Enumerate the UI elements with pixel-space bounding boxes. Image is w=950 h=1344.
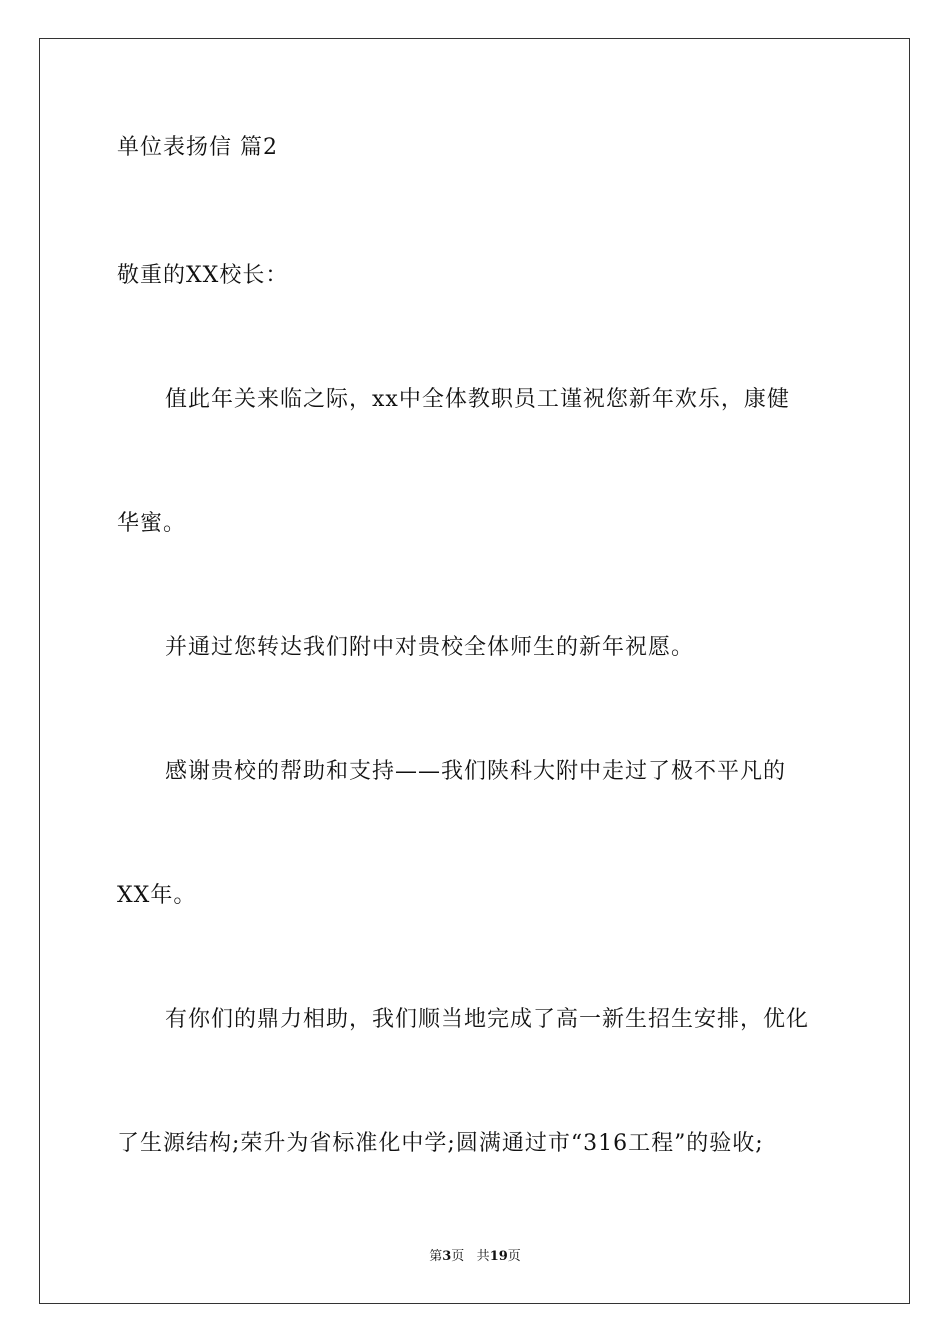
total-pages: 19: [489, 1249, 508, 1264]
page-prefix: 第: [429, 1249, 443, 1264]
page-number: 3: [442, 1249, 452, 1264]
salutation: 敬重的XX校长：: [117, 263, 289, 288]
total-suffix: 页: [507, 1249, 521, 1264]
paragraph-line: 值此年关来临之际，xx中全体教职员工谨祝您新年欢乐，康健: [165, 387, 790, 412]
paragraph-line: 感谢贵校的帮助和支持——我们陕科大附中走过了极不平凡的: [165, 759, 787, 784]
document-heading: 单位表扬信 篇2: [117, 135, 278, 160]
paragraph-line: 并通过您转达我们附中对贵校全体师生的新年祝愿。: [165, 635, 695, 660]
total-prefix: 共: [476, 1249, 490, 1264]
paragraph-line: 了生源结构;荣升为省标准化中学;圆满通过市“316工程”的验收;: [117, 1131, 764, 1156]
paragraph-line: 有你们的鼎力相助，我们顺当地完成了高一新生招生安排，优化: [165, 1007, 810, 1032]
paragraph-line: XX年。: [117, 883, 197, 908]
page-footer: [0, 1248, 950, 1266]
page-frame: [39, 38, 910, 1304]
paragraph-line: 华蜜。: [117, 511, 187, 536]
page-suffix: 页: [451, 1249, 465, 1264]
